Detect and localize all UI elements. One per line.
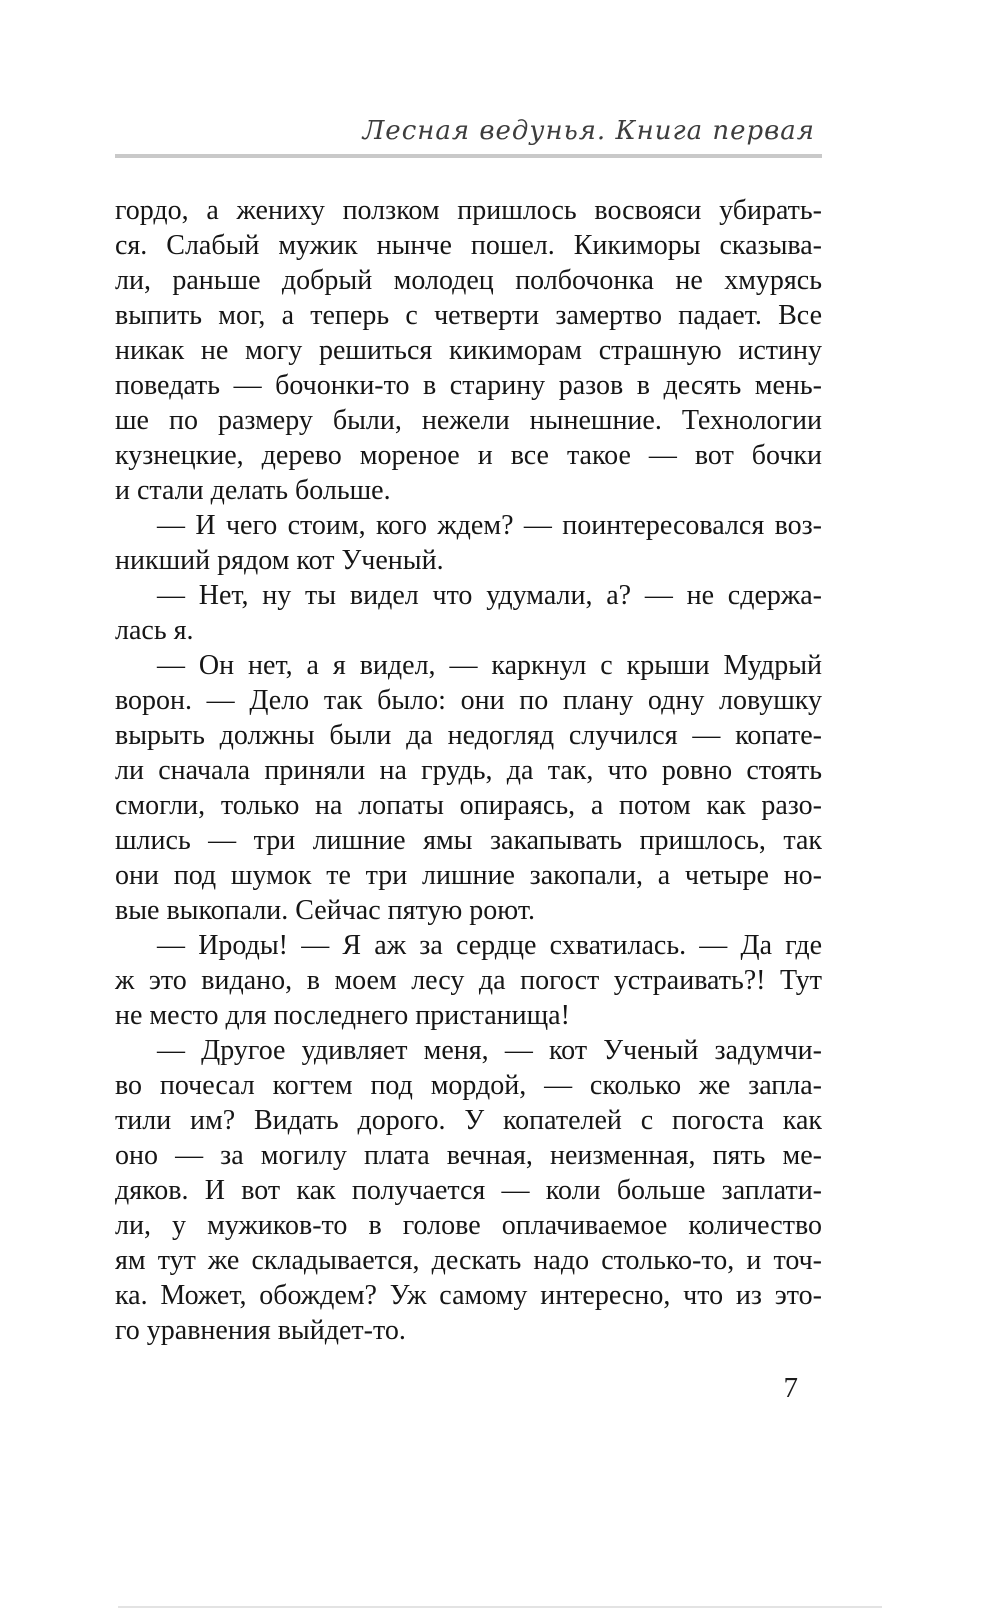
text-line: ли, у мужиков-то в голове оплачиваемое количество [115, 1210, 822, 1241]
text-line: ли, раньше добрый молодец полбочонка не хмурясь [115, 265, 822, 296]
text-line: лась я. [115, 615, 194, 646]
text-line: никший рядом кот Ученый. [115, 545, 444, 576]
text-line: — Он нет, а я видел, — каркнул с крыши Мудрый [157, 650, 822, 681]
page-number-row [115, 1372, 822, 1405]
text-line: никак не могу решиться кикиморам страшную истину [115, 335, 822, 366]
page-bottom-edge [118, 1606, 882, 1608]
text-line: — Другое удивляет меня, — кот Ученый задумчи- [157, 1035, 822, 1066]
text-line: — Ироды! — Я аж за сердце схватилась. — Да где [157, 930, 822, 961]
text-line: шлись — три лишние ямы закапывать пришлось, так [115, 825, 822, 856]
text-line: гордо, а жениху ползком пришлось восвояси убирать- [115, 195, 822, 226]
text-line: вые выкопали. Сейчас пятую роют. [115, 895, 535, 926]
paragraph [115, 928, 822, 1033]
text-line: выпить мог, а теперь с четверти замертво падает. Все [115, 300, 822, 331]
text-line: дяков. И вот как получается — коли больше заплати- [115, 1175, 822, 1206]
text-line: тили им? Видать дорого. У копателей с погоста как [115, 1105, 822, 1136]
text-line: и стали делать больше. [115, 475, 391, 506]
paragraph [115, 1033, 822, 1348]
text-line: кузнецкие, дерево мореное и все такое — вот бочки [115, 440, 822, 471]
paragraph [115, 508, 822, 578]
header-rule [115, 154, 822, 158]
running-head-title: Лесная ведунья. Книга первая [362, 116, 815, 146]
text-line: смогли, только на лопаты опираясь, а потом как разо- [115, 790, 822, 821]
text-line: вырыть должны были да недогляд случился — копате- [115, 720, 822, 751]
page-body [115, 193, 822, 1348]
paragraph [115, 193, 822, 508]
text-line: ям тут же складывается, дескать надо столько-то, и точ- [115, 1245, 822, 1276]
text-line: поведать — бочонки-то в старину разов в десять мень- [115, 370, 822, 401]
text-line: ли сначала приняли на грудь, да так, что ровно стоять [115, 755, 822, 786]
text-line: они под шумок те три лишние закопали, а четыре но- [115, 860, 822, 891]
text-line: не место для последнего пристанища! [115, 1000, 570, 1031]
text-line: во почесал когтем под мордой, — сколько же запла- [115, 1070, 822, 1101]
text-line: ся. Слабый мужик нынче пошел. Кикиморы сказыва- [115, 230, 822, 261]
text-line: го уравнения выйдет-то. [115, 1315, 406, 1346]
text-line: — Нет, ну ты видел что удумали, а? — не сдержа- [157, 580, 822, 611]
text-line: ж это видано, в моем лесу да погост устраивать?! Тут [115, 965, 822, 996]
text-line: ворон. — Дело так было: они по плану одну ловушку [115, 685, 822, 716]
text-line: — И чего стоим, кого ждем? — поинтересовался воз- [157, 510, 822, 541]
text-line: ка. Может, обождем? Уж самому интересно, что из это- [115, 1280, 822, 1311]
page-number: 7 [783, 1372, 798, 1404]
text-line: ше по размеру были, нежели нынешние. Технологии [115, 405, 822, 436]
paragraph [115, 578, 822, 648]
paragraph [115, 648, 822, 928]
text-line: оно — за могилу плата вечная, неизменная, пять ме- [115, 1140, 822, 1171]
